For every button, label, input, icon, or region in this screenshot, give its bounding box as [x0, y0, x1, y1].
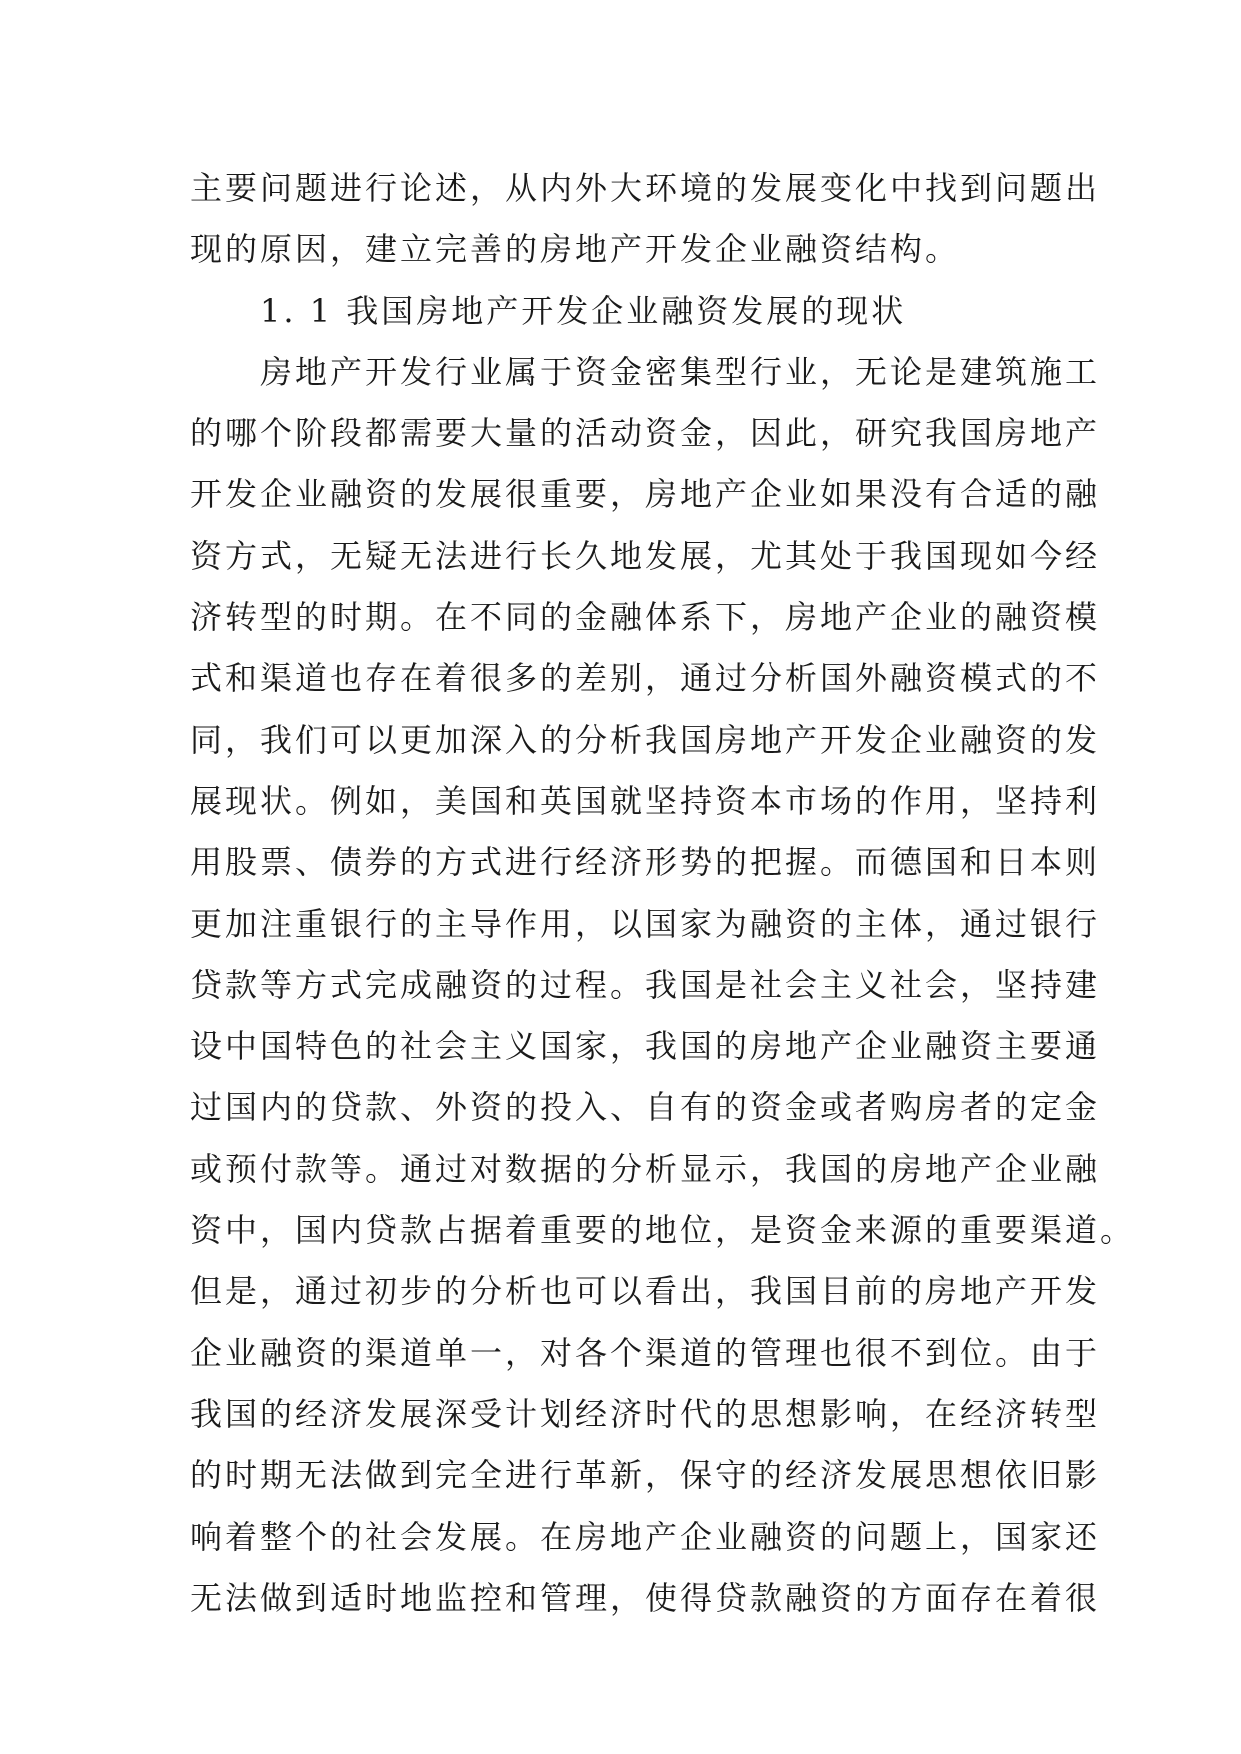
body-line-8: 展现状。例如，美国和英国就坚持资本市场的作用，坚持利: [190, 781, 1101, 820]
intro-line-1: 主要问题进行论述，从内外大环境的发展变化中找到问题出: [190, 169, 1101, 207]
document-text: [190, 158, 1136, 1629]
body-line-19: 的时期无法做到完全进行革新，保守的经济发展思想依旧影: [190, 1456, 1101, 1495]
body-line-13: 过国内的贷款、外资的投入、自有的资金或者购房者的定金: [190, 1088, 1101, 1127]
body-line-11: 贷款等方式完成融资的过程。我国是社会主义社会，坚持建: [190, 965, 1101, 1004]
body-line-9: 用股票、债券的方式进行经济形势的把握。而德国和日本则: [190, 843, 1101, 882]
body-line-3: 开发企业融资的发展很重要，房地产企业如果没有合适的融: [190, 475, 1101, 514]
body-line-20: 响着整个的社会发展。在房地产企业融资的问题上，国家还: [190, 1517, 1101, 1556]
body-line-5: 济转型的时期。在不同的金融体系下，房地产企业的融资模: [190, 598, 1101, 637]
section-heading: 1. 1 我国房地产开发企业融资发展的现状: [260, 291, 907, 330]
body-line-17: 企业融资的渠道单一，对各个渠道的管理也很不到位。由于: [190, 1333, 1101, 1372]
body-line-10: 更加注重银行的主导作用，以国家为融资的主体，通过银行: [190, 904, 1101, 943]
body-line-4: 资方式，无疑无法进行长久地发展，尤其处于我国现如今经: [190, 536, 1101, 575]
body-line-15: 资中，国内贷款占据着重要的地位，是资金来源的重要渠道。: [190, 1211, 1136, 1250]
body-line-6: 式和渠道也存在着很多的差别，通过分析国外融资模式的不: [190, 659, 1101, 698]
body-line-21: 无法做到适时地监控和管理，使得贷款融资的方面存在着很: [190, 1578, 1101, 1617]
body-line-7: 同，我们可以更加深入的分析我国房地产开发企业融资的发: [190, 720, 1101, 759]
body-line-12: 设中国特色的社会主义国家，我国的房地产企业融资主要通: [190, 1027, 1101, 1066]
body-line-1: 房地产开发行业属于资金密集型行业，无论是建筑施工: [260, 352, 1101, 391]
intro-line-2: 现的原因，建立完善的房地产开发企业融资结构。: [190, 230, 961, 269]
body-line-14: 或预付款等。通过对数据的分析显示，我国的房地产企业融: [190, 1149, 1101, 1188]
body-line-16: 但是，通过初步的分析也可以看出，我国目前的房地产开发: [190, 1272, 1101, 1311]
body-line-18: 我国的经济发展深受计划经济时代的思想影响，在经济转型: [190, 1394, 1101, 1433]
body-line-2: 的哪个阶段都需要大量的活动资金，因此，研究我国房地产: [190, 414, 1101, 453]
